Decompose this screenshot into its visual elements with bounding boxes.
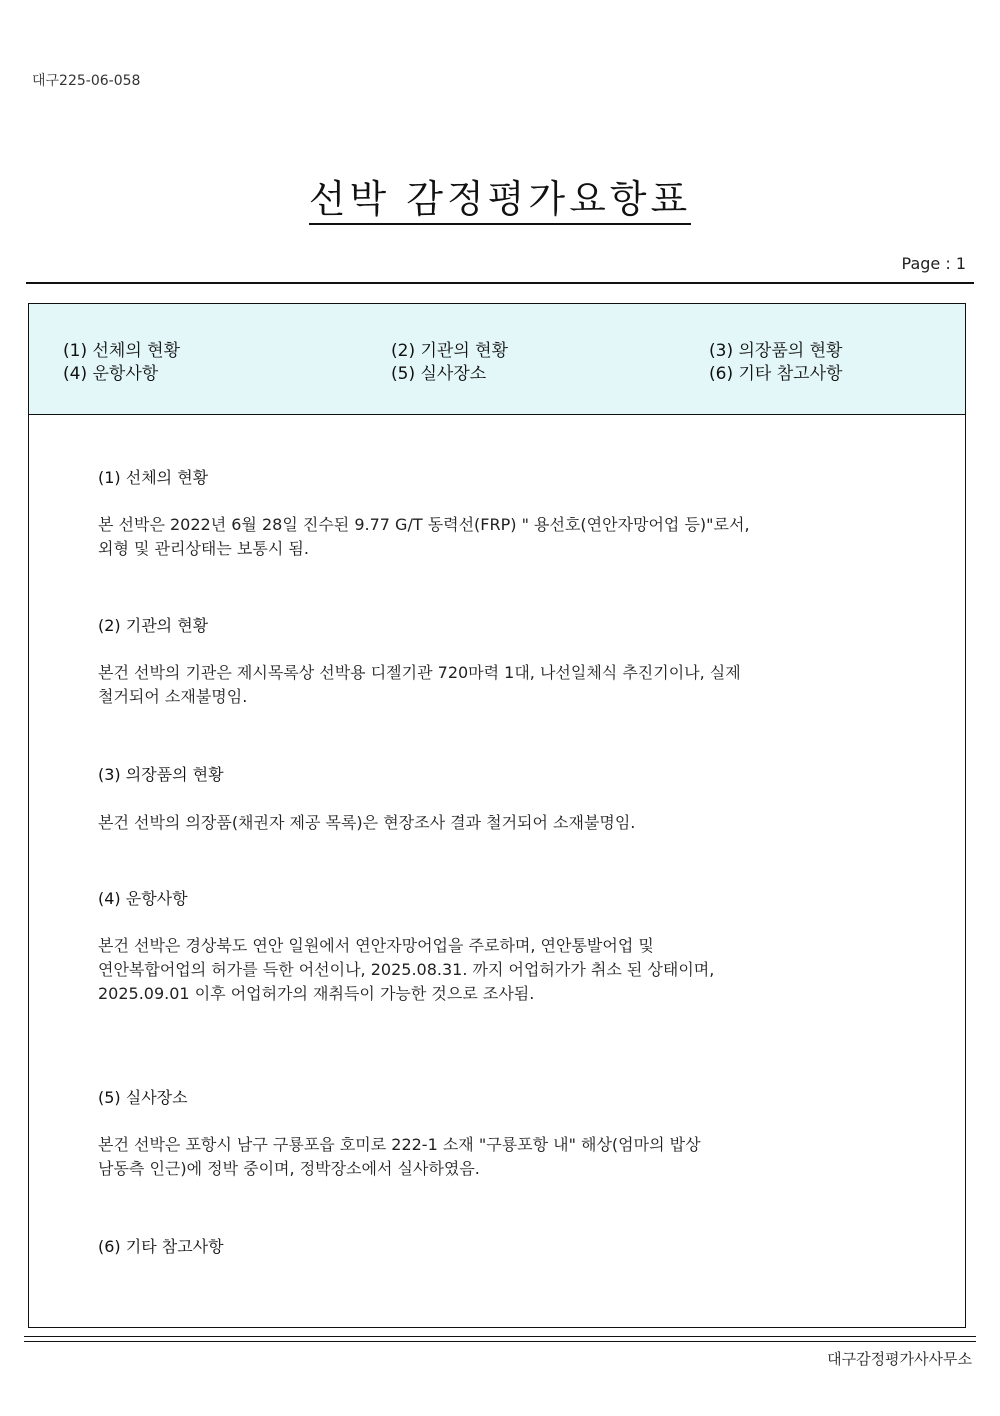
toc-item-6: (6) 기타 참고사항 bbox=[709, 364, 843, 384]
bottom-divider-double bbox=[24, 1341, 976, 1342]
text-line: 본건 선박은 경상북도 연안 일원에서 연안자망어업을 주로하며, 연안통발어업 및 bbox=[98, 936, 654, 955]
text-line: 남동측 인근)에 정박 중이며, 정박장소에서 실사하였음. bbox=[98, 1159, 480, 1178]
section-heading-other-notes: (6) 기타 참고사항 bbox=[98, 1237, 224, 1256]
section-text-inspection-site bbox=[98, 1133, 918, 1181]
toc-item-4: (4) 운항사항 bbox=[63, 364, 159, 384]
page-number: Page : 1 bbox=[901, 254, 966, 273]
document-id: 대구225-06-058 bbox=[32, 73, 141, 89]
toc-item-5: (5) 실사장소 bbox=[391, 364, 487, 384]
section-heading-engine: (2) 기관의 현황 bbox=[98, 616, 209, 635]
text-line: 철거되어 소재불명임. bbox=[98, 687, 248, 706]
text-line: 본건 선박은 포항시 남구 구룡포읍 호미로 222-1 소재 "구룡포항 내" 해상(엄마의 밥상 bbox=[98, 1135, 701, 1154]
text-line: 2025.09.01 이후 어업허가의 재취득이 가능한 것으로 조사됨. bbox=[98, 984, 535, 1003]
section-heading-equipment: (3) 의장품의 현황 bbox=[98, 765, 224, 784]
section-heading-hull: (1) 선체의 현황 bbox=[98, 468, 209, 487]
text-line: 본건 선박의 의장품(채권자 제공 목록)은 현장조사 결과 철거되어 소재불명임. bbox=[98, 813, 636, 832]
toc-item-2: (2) 기관의 현황 bbox=[391, 341, 508, 361]
section-text-engine bbox=[98, 661, 918, 709]
page-title-text: 선박 감정평가요항표 bbox=[309, 177, 691, 225]
toc-item-3: (3) 의장품의 현황 bbox=[709, 341, 843, 361]
section-text-equipment bbox=[98, 811, 918, 835]
section-heading-inspection-site: (5) 실사장소 bbox=[98, 1088, 188, 1107]
page-title bbox=[0, 168, 1000, 223]
bottom-divider bbox=[24, 1336, 976, 1337]
top-divider bbox=[26, 282, 974, 284]
section-text-operation bbox=[98, 934, 918, 1006]
text-line: 연안복합어업의 허가를 득한 어선이나, 2025.08.31. 까지 어업허가가 취소 된 상태이며, bbox=[98, 960, 715, 979]
section-heading-operation: (4) 운항사항 bbox=[98, 889, 188, 908]
footer-office-name: 대구감정평가사사무소 bbox=[827, 1350, 972, 1368]
text-line: 본건 선박의 기관은 제시목록상 선박용 디젤기관 720마력 1대, 나선일체식 추진기이나, 실제 bbox=[98, 663, 741, 682]
toc-item-1: (1) 선체의 현황 bbox=[63, 341, 180, 361]
text-line: 외형 및 관리상태는 보통시 됨. bbox=[98, 539, 309, 558]
content-frame bbox=[28, 303, 966, 1328]
text-line: 본 선박은 2022년 6월 28일 진수된 9.77 G/T 동력선(FRP) " 용선호(연안자망어업 등)"로서, bbox=[98, 515, 750, 534]
table-of-contents bbox=[29, 304, 965, 415]
section-text-hull bbox=[98, 513, 918, 561]
